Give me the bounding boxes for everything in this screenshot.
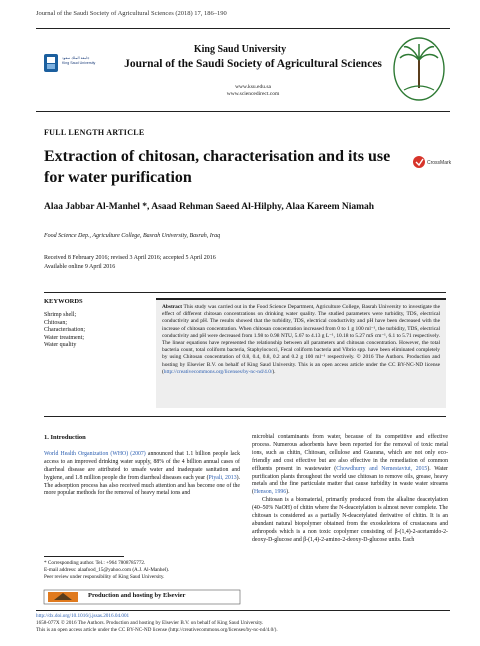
- keyword-item: Shrimp shell;: [44, 312, 77, 318]
- keyword-item: Water quality: [44, 342, 77, 348]
- logo-caption-english: King Saud University: [62, 61, 96, 65]
- article-title: Extraction of chitosan, characterisation and its use for water purification: [44, 148, 391, 186]
- intro-paragraph: [44, 451, 240, 498]
- palm-tree-logo: [392, 36, 446, 102]
- intro-text: ). The adsorption process has also received much attention and has become one of the more popular methods for the removal of heavy metal ions and: [44, 474, 240, 497]
- abstract-close: ).: [272, 368, 276, 375]
- keywords-box: [44, 298, 144, 374]
- journal-links: [118, 84, 388, 98]
- journal-link-ksu[interactable]: www.ksu.edu.sa: [235, 84, 271, 90]
- citation-link[interactable]: World Health Organization (WHO) (2007): [44, 450, 146, 457]
- abstract-copyright: © 2016 The Authors. Production and hosting by Elsevier B.V. on behalf of King Saud University. This is an open access article under the CC BY-NC-ND license (: [162, 354, 440, 375]
- online-date: Available online 9 April 2016: [44, 264, 116, 270]
- intro-text: microbial contaminants from water, because of its competitive and effective process. Numerous adsorbents have been reported for the removal of toxic metal ions, such as chitin, Chitosan, cellulose and Guarana, which are not only eco-friendly and cost effective but are also effective in the remediation of common effluents present in wastewater (: [252, 434, 448, 472]
- elsevier-caption: Production and hosting by Elsevier: [88, 592, 186, 599]
- logo-caption-arabic: جامعة الملك سعود: [62, 56, 90, 60]
- abstract-label: Abstract: [162, 304, 183, 310]
- bottom-info: [36, 613, 450, 634]
- section-heading: 1. Introduction: [44, 434, 86, 441]
- intro-paragraph: Chitosan is a biomaterial, primarily produced from the alkaline deacetylation (40–50% NaOH) of chitin where the N-deacetylation is almost never complete. The chitosan is considered as a partially N-deacetylated derivative of chitin. It is an abundant natural biopolymer obtained from the exoskeletons of crustaceans and arthropods which is a non toxic copolymer consisting of β-(1,4)-2-acetamido-2-deoxy-D-glucose and β-(1,4)-2-amino-2-deoxy-D-glucose units. Each: [252, 497, 448, 543]
- abstract-box: [156, 298, 446, 408]
- issn-line: 1658-077X © 2016 The Authors. Production and hosting by Elsevier B.V. on behalf of King Saud University.: [36, 620, 264, 626]
- keyword-item: Chitosan;: [44, 319, 68, 326]
- keywords-heading: KEYWORDS: [44, 298, 83, 305]
- citation-link[interactable]: Henson, 1996: [253, 489, 287, 496]
- divider: [44, 292, 446, 293]
- divider: [44, 416, 446, 417]
- email-address: E-mail address: alaafood_15@yahoo.com (A.J. Al-Manhel).: [44, 567, 170, 573]
- svg-text:CrossMark: CrossMark: [427, 160, 452, 166]
- intro-text: announced that 1.1 billion people lack access to an improved drinking water supply, 88% of the 4 billion annual cases of diarrheal disease are attributed to unsafe water and inadequate sanitation and hygiene, and 1.8 million people die from diarrheal diseases each year (: [44, 450, 240, 481]
- citation-link[interactable]: Piyali, 2013: [208, 474, 237, 481]
- logo-caption: [62, 56, 95, 66]
- peer-review-note: Peer review under responsibility of King Saud University.: [44, 574, 165, 580]
- keyword-item: Characterisation;: [44, 327, 85, 333]
- license-link[interactable]: http://creativecommons.org/licenses/by-nc-nd/4.0/: [163, 368, 273, 375]
- body-column-right: [252, 434, 448, 545]
- journal-title: Journal of the Saudi Society of Agricultural Sciences: [124, 58, 382, 70]
- abstract-text: This study was carried out in the Food Science Department, Agriculture College, Basrah University to investigate the effect of different chitosan concentrations on drinking water quality. The studied parameters were turbidity, TDS, electrical conductivity and pH. The results showed that the turbidity, TDS, electrical conductivity and pH have been decreased with the increase of chitosan concentration. When chitosan concentration increased from 0 to 1 g 100 ml⁻¹, the turbidity, TDS, electrical conductivity and pH were decreased from 1.98 to 0.98 NTU, 5.67 to 4.13 g L⁻¹, 10.18 to 5.27 mS cm⁻¹, 6.1 to 5.71 respectively. The linear equations have represented the relationship between all parameters and chitosan concentration. However, the total bacteria count, total coliform bacteria, Staphylococci, Fecal coliform bacteria and Vibrio spp. have been eliminated completely by using Chitosan concentration of 0.8, 0.4, 0.8, 0.2 and 0.2 g 100 ml⁻¹ respectively.: [162, 304, 440, 361]
- citation-link[interactable]: Chowdhurry and Nemestaviut, 2015: [336, 465, 428, 472]
- intro-paragraph: [252, 434, 448, 497]
- corresponding-author: * Corresponding author. Tel.: +964 7808785772.: [44, 560, 146, 566]
- crossmark-icon[interactable]: [412, 152, 452, 172]
- journal-link-sciencedirect[interactable]: www.sciencedirect.com: [226, 91, 280, 97]
- author-list: Alaa Jabbar Al-Manhel *, Asaad Rehman Saeed Al-Hilphy, Alaa Kareem Niamah: [44, 202, 375, 212]
- article-type: FULL LENGTH ARTICLE: [44, 128, 145, 137]
- article-dates: [44, 254, 216, 272]
- footnotes: [44, 560, 240, 581]
- body-column-left: [44, 434, 240, 498]
- intro-text: ). Water purification plants throughout the world use chitosan to remove oils, grease, heavy metals and the fine particulate matter that cause turbidity in waste water streams (: [252, 465, 448, 496]
- keyword-item: Water treatment;: [44, 334, 84, 341]
- affiliation: Food Science Dep., Agriculture College, Basrah University, Basrah, Iraq: [44, 233, 221, 239]
- divider: [36, 610, 450, 611]
- license-line: This is an open access article under the CC BY-NC-ND license (http://creativecommons.org/licenses/by-nc-nd/4.0/).: [36, 627, 278, 633]
- doi-link[interactable]: http://dx.doi.org/10.1016/j.jssas.2016.04.001: [36, 613, 130, 619]
- university-name: King Saud University: [193, 44, 287, 55]
- footnote-divider: [44, 556, 124, 557]
- received-date: Received 8 February 2016; revised 3 April 2016; accepted 5 April 2016: [44, 255, 216, 261]
- running-header: Journal of the Saudi Society of Agricultural Sciences (2018) 17, 186–190: [36, 10, 227, 17]
- intro-text: ).: [286, 489, 290, 496]
